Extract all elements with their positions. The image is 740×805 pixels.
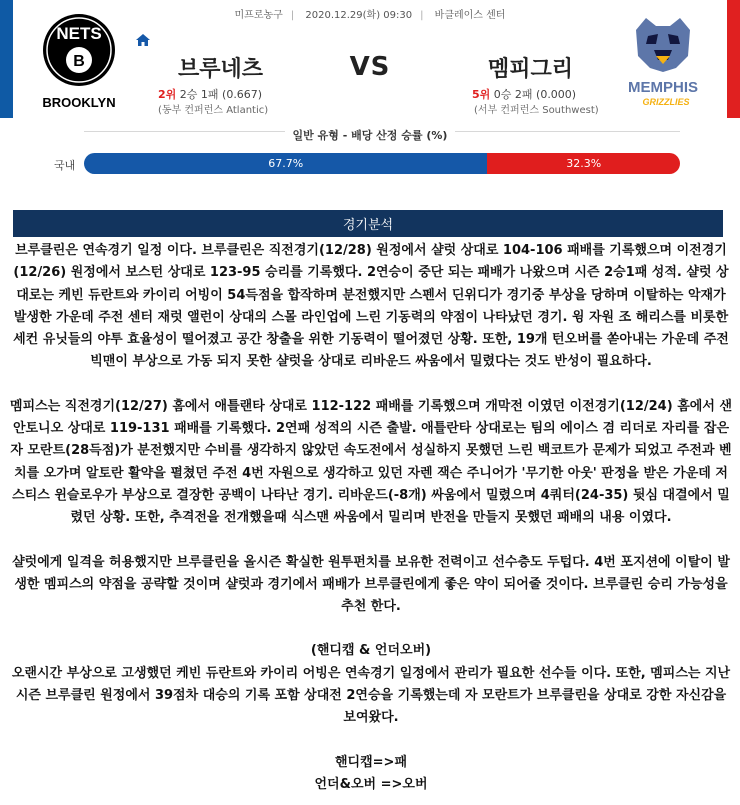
home-rank: 2위 <box>158 88 177 101</box>
analysis-paragraph-verdict: 샬럿에게 일격을 허용했지만 브루클린을 올시즌 확실한 원투펀치를 보유한 전력이고 선수층도 두텁다. 4번 포지션에 이탈이 발생한 멤피스의 약점을 공략할 것이며 샬럿과 경기에서 패배가 브루클린에게 좋은 약이 되어줄 것이다. 브루클린 승리 가능성을 추천 한다. <box>12 554 730 615</box>
grizzlies-logo-text: GRIZZLIES <box>642 97 690 107</box>
analysis-paragraph-away: 멤피스는 직전경기(12/27) 홈에서 애틀랜타 상대로 112-122 패배를 기록했으며 개막전 이였던 이전경기(12/24) 홈에서 샌안토니오 상대로 119-131 패배를 기록했다. 2연패 성적의 시즌 출발. 애틀란타 상대로는 팀의 에이스 겸 리더로 자리를 잡은 자 모란트(28득점)가 분전했지만 수비를 생각하지 않았던 속도전에서 성실하지 못했던 느린 백코트가 문제가 되었고 주전과 벤치를 오가며 알토란 활약을 펼쳤던 주전 4번 자원으로 생각하고 있던 자렌 잭슨 주니어가 '무기한 아웃' 판정을 받은 가운데 저스티스 윈슬로우가 부상으로 결장한 공백이 나타난 경기. 리바운드(-8개) 싸움에서 밀렸으며 4쿼터(24-35) 뒷심 대결에서 밀렸던 상황. 또한, 추격전을 전개했을때 식스맨 싸움에서 밀리며 반전을 만들지 못했던 패배의 내용 이였다. <box>10 398 732 526</box>
odds-row-label: 국내 <box>54 159 76 172</box>
analysis-paragraph-home: 브루클린은 연속경기 일정 이다. 브루클린은 직전경기(12/28) 원정에서 샬럿 상대로 104-106 패배를 기록했으며 이전경기(12/26) 원정에서 보스턴 상대로 123-95 승리를 기록했다. 2연승이 중단 되는 패배가 나왔으며 시즌 2승1패 성적. 샬럿 상대로는 케빈 듀란트와 카이리 어빙이 54득점을 합작하며 분전했지만 스펜서 딘위디가 경기중 부상을 당하며 이탈하는 악재가 발생한 가운데 주전 센터 재럿 앨런이 상대의 스몰 라인업에 느린 기동력의 약점이 나타났던 경기. 윙 자원 조 해리스를 비롯한 세컨 유닛들의 야투 효율성이 떨어졌고 공간 창출을 위한 기동력이 떨어졌던 상황. 또한, 19개 턴오버를 쏟아내는 가운데 주전 빅맨이 부상으로 가동 되지 못한 샬럿을 상대로 리바운드 싸움에서 밀렸다는 것도 반성이 필요하다. <box>13 243 729 370</box>
analysis-paragraph-handicap: (핸디캡 & 언더오버) 오랜시간 부상으로 고생했던 케빈 듀란트와 카이리 어빙은 연속경기 일정에서 관리가 필요한 선수들 이다. 또한, 멤피스는 지난시즌 브루클린 원정에서 39점차 대승의 기록 포함 상대전 2연승을 기록했는데 자 모란트가 브루클린을 상대로 강한 자신감을 보여왔다. <box>11 643 731 726</box>
venue-label: 바클레이스 센터 <box>434 10 506 21</box>
home-odds-segment: 67.7% <box>84 153 487 174</box>
vs-label: VS <box>349 52 391 82</box>
handicap-pick: 핸디캡=>패 <box>334 754 408 770</box>
away-winloss: 0승 2패 (0.000) <box>493 88 577 101</box>
odds-bar <box>84 153 680 174</box>
away-rank: 5위 <box>472 88 491 101</box>
home-winloss: 2승 1패 (0.667) <box>179 88 263 101</box>
away-record <box>472 86 576 102</box>
home-conference: (동부 컨퍼런스 Atlantic) <box>158 105 269 116</box>
match-meta: 미프로농구 | 2020.12.29(화) 09:30 | 바클레이스 센터 <box>234 10 506 21</box>
memphis-logo-text: MEMPHIS <box>627 79 699 96</box>
away-team-name: 멤피그리 <box>488 57 574 82</box>
odds-title: 일반 유형 - 배당 산정 승률 (%) <box>0 124 740 143</box>
nets-logo-text: NETS <box>56 24 102 43</box>
analysis-body <box>8 240 734 796</box>
away-conference: (서부 컨퍼런스 Southwest) <box>474 105 599 116</box>
league-label: 미프로농구 <box>234 10 283 21</box>
analysis-header: 경기분석 <box>13 210 723 237</box>
away-odds-segment: 32.3% <box>487 153 680 174</box>
match-datetime: 2020.12.29(화) 09:30 <box>305 10 413 21</box>
nets-logo <box>38 12 120 112</box>
overunder-pick: 언더&오버 =>오버 <box>314 776 428 792</box>
home-record <box>158 86 262 102</box>
home-team-name: 브루네츠 <box>178 57 264 82</box>
grizzlies-logo <box>618 12 708 112</box>
home-icon[interactable] <box>135 32 151 48</box>
brooklyn-logo-text: BROOKLYN <box>42 95 116 110</box>
svg-text:B: B <box>73 53 85 70</box>
